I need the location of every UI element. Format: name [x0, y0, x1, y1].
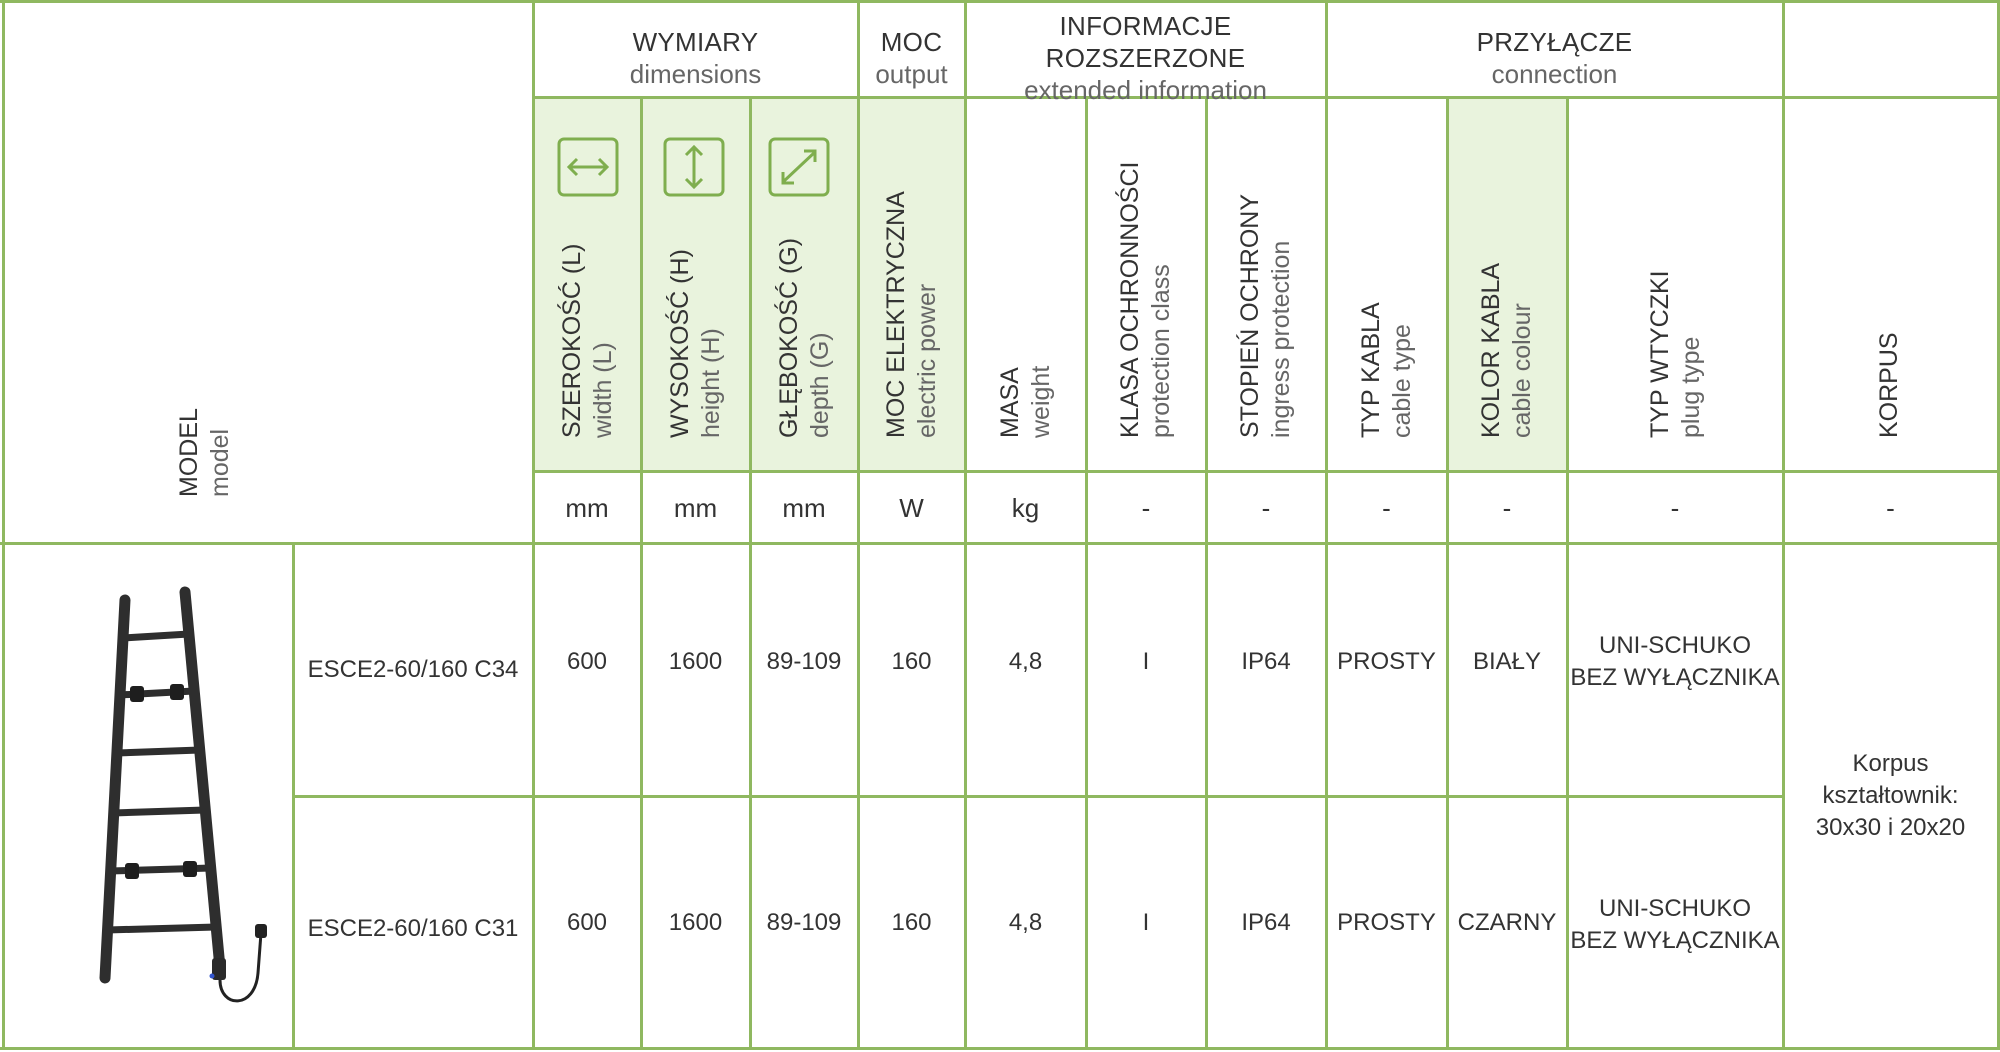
- row1-cable-colour: BIAŁY: [1472, 648, 1542, 675]
- group-extended-en: extended information: [1024, 75, 1267, 105]
- row2-plug-line1: UNI-SCHUKO: [1598, 894, 1751, 922]
- row2-power: 160: [891, 908, 932, 936]
- group-extended-pl: INFORMACJE ROZSZERZONE: [1045, 11, 1246, 73]
- header-protection-class-en: protection class: [1147, 264, 1175, 438]
- korpus-line1: Korpus: [1852, 750, 1929, 777]
- header-height-en: height (H): [697, 328, 725, 438]
- rule-top: [0, 0, 2000, 3]
- group-output-en: output: [875, 59, 948, 89]
- row1-plug-line2: BEZ WYŁĄCZNIKA: [1570, 664, 1780, 691]
- group-connection-en: connection: [1491, 59, 1618, 89]
- ladder-towel-radiator-image: [70, 578, 290, 1018]
- header-ingress-en: ingress protection: [1267, 240, 1295, 438]
- unit-plug-type: -: [1670, 492, 1680, 523]
- row2-protection-class: I: [1142, 908, 1150, 936]
- korpus-line2: kształtownik:: [1822, 782, 1959, 809]
- header-model-en: model: [206, 428, 234, 497]
- row2-width: 600: [566, 908, 608, 936]
- unit-ingress: -: [1261, 492, 1271, 523]
- header-depth-en: depth (G): [806, 332, 834, 438]
- unit-width: mm: [565, 492, 609, 523]
- row2-height: 1600: [668, 908, 723, 936]
- header-height-pl: WYSOKOŚĆ (H): [666, 249, 694, 438]
- header-weight-pl: MASA: [996, 367, 1024, 438]
- row1-ingress: IP64: [1241, 648, 1291, 675]
- header-depth-pl: GŁĘBOKOŚĆ (G): [775, 237, 803, 438]
- row1-depth: 89-109: [766, 648, 842, 675]
- row2-cable-colour: CZARNY: [1457, 908, 1557, 936]
- header-power-pl: MOC ELEKTRYCZNA: [882, 191, 910, 438]
- korpus-line3: 30x30 i 20x20: [1815, 814, 1966, 841]
- unit-depth: mm: [782, 492, 826, 523]
- row1-protection-class: I: [1142, 648, 1150, 675]
- header-plug-type-pl: TYP WTYCZKI: [1646, 270, 1674, 438]
- row1-plug-line1: UNI-SCHUKO: [1598, 632, 1751, 659]
- row1-power: 160: [891, 648, 932, 675]
- header-width-en: width (L): [589, 342, 617, 438]
- header-plug-type-en: plug type: [1677, 336, 1705, 438]
- group-dimensions-en: dimensions: [629, 59, 762, 89]
- header-model-pl: MODEL: [175, 408, 203, 497]
- unit-protection-class: -: [1141, 492, 1151, 523]
- unit-power: W: [899, 492, 924, 523]
- row2-plug-line2: BEZ WYŁĄCZNIKA: [1570, 926, 1780, 954]
- row1-width: 600: [566, 648, 608, 675]
- header-cable-colour-pl: KOLOR KABLA: [1477, 262, 1505, 438]
- header-weight-en: weight: [1027, 365, 1055, 438]
- row2-ingress: IP64: [1241, 908, 1291, 936]
- group-connection-pl: PRZYŁĄCZE: [1476, 27, 1633, 57]
- korpus-cell: [1784, 545, 1997, 1047]
- rule-left: [2, 0, 5, 1050]
- header-protection-class-pl: KLASA OCHRONNOŚCI: [1116, 161, 1144, 438]
- header-cable-type-pl: TYP KABLA: [1357, 302, 1385, 438]
- row2-depth: 89-109: [766, 908, 842, 936]
- row1-cable-type: PROSTY: [1337, 648, 1436, 675]
- row1-plug-type: [1568, 545, 1782, 795]
- header-cable-type-en: cable type: [1388, 324, 1416, 438]
- unit-height: mm: [673, 492, 718, 523]
- rule-bottom: [0, 1047, 2000, 1050]
- row1-model: ESCE2-60/160 C34: [307, 656, 519, 683]
- row2-model: ESCE2-60/160 C31: [307, 914, 519, 942]
- header-width-pl: SZEROKOŚĆ (L): [558, 243, 586, 438]
- header-ingress-pl: STOPIEŃ OCHRONY: [1236, 193, 1264, 438]
- row2-weight: 4,8: [1008, 908, 1043, 936]
- header-korpus-pl: KORPUS: [1875, 332, 1903, 438]
- unit-korpus: -: [1886, 492, 1895, 523]
- row1-height: 1600: [668, 648, 723, 675]
- header-power-en: electric power: [913, 283, 941, 438]
- row2-cable-type: PROSTY: [1337, 908, 1436, 936]
- header-cable-colour-en: cable colour: [1508, 303, 1536, 438]
- group-output-pl: MOC: [880, 27, 943, 57]
- unit-weight: kg: [1011, 492, 1040, 523]
- row2-plug-type: [1568, 798, 1782, 1047]
- group-dimensions-pl: WYMIARY: [632, 27, 759, 57]
- unit-cable-colour: -: [1502, 492, 1512, 523]
- unit-cable-type: -: [1382, 492, 1391, 523]
- row1-weight: 4,8: [1008, 648, 1043, 675]
